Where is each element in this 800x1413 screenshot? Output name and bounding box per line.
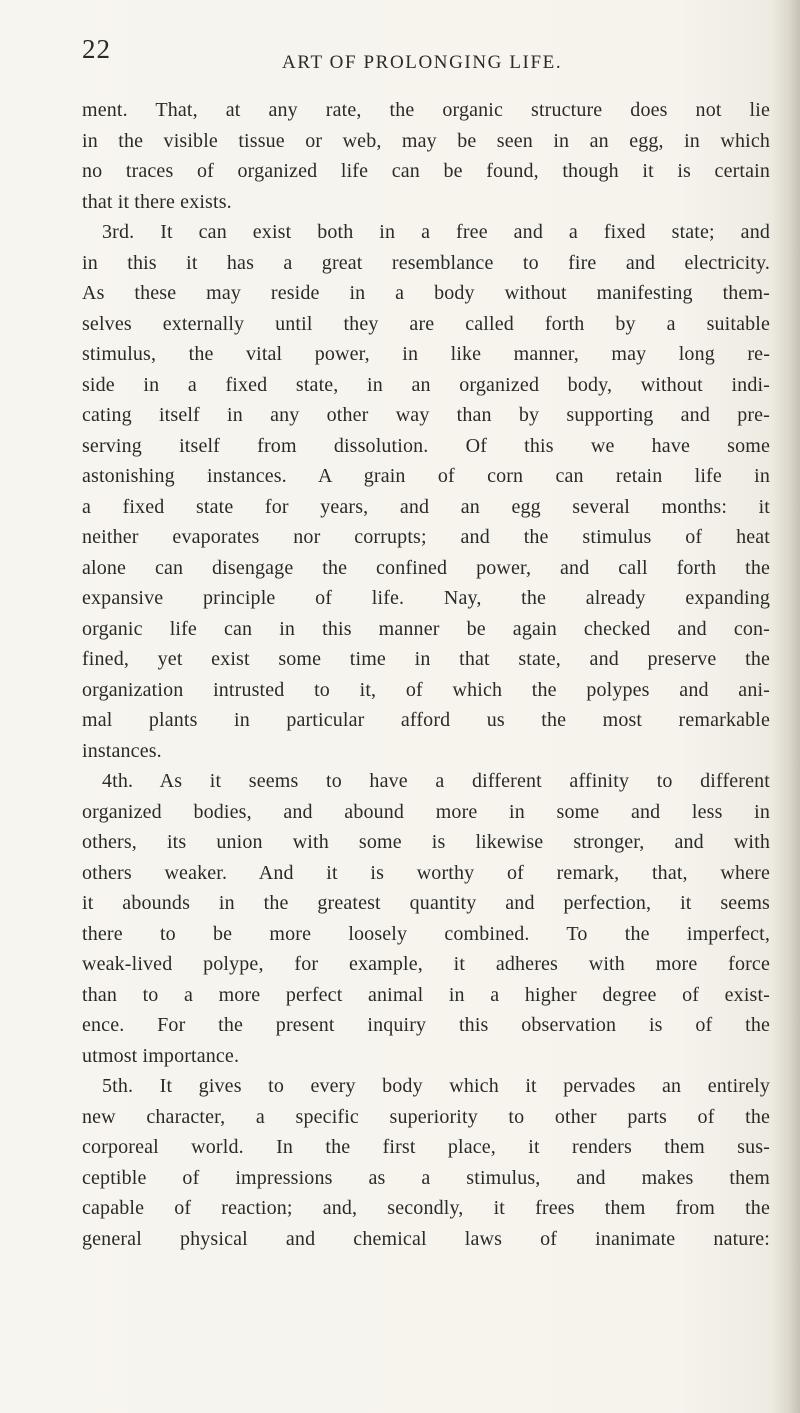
body-text — [82, 95, 770, 1254]
text-line: than to a more perfect animal in a higher degree of exist- — [82, 983, 770, 1006]
text-line: in the visible tissue or web, may be seen in an egg, in which — [82, 129, 770, 152]
text-line: new character, a specific superiority to other parts of the — [82, 1105, 770, 1128]
text-line: organization intrusted to it, of which the polypes and ani- — [82, 678, 770, 701]
text-line: organized bodies, and abound more in some and less in — [82, 800, 770, 823]
text-line: expansive principle of life. Nay, the already expanding — [82, 587, 770, 609]
page-number: 22 — [82, 34, 111, 64]
text-line: general physical and chemical laws of inanimate nature: — [82, 1227, 770, 1250]
text-line: 4th. As it seems to have a different affinity to different — [102, 770, 770, 792]
text-line: ceptible of impressions as a stimulus, and makes them — [82, 1166, 770, 1189]
text-line: in this it has a great resemblance to fire and electricity. — [82, 251, 770, 274]
text-line: a fixed state for years, and an egg several months: it — [82, 495, 770, 518]
text-line: 3rd. It can exist both in a free and a fixed state; and — [102, 221, 770, 243]
text-line: no traces of organized life can be found, though it is certain — [82, 160, 770, 182]
running-head: ART OF PROLONGING LIFE. — [282, 52, 563, 73]
text-line: ence. For the present inquiry this observation is of the — [82, 1014, 770, 1036]
text-line: neither evaporates nor corrupts; and the stimulus of heat — [82, 526, 770, 548]
page-edge-shadow — [772, 0, 800, 1413]
text-line: utmost importance. — [82, 1044, 240, 1067]
text-line: weak-lived polype, for example, it adheres with more force — [82, 953, 770, 975]
text-line: cating itself in any other way than by supporting and pre- — [82, 404, 770, 426]
text-line: others weaker. And it is worthy of remark, that, where — [82, 861, 770, 884]
text-line: capable of reaction; and, secondly, it frees them from the — [82, 1197, 770, 1219]
text-line: serving itself from dissolution. Of this we have some — [82, 434, 770, 457]
text-line: fined, yet exist some time in that state, and preserve the — [82, 648, 770, 670]
text-line: it abounds in the greatest quantity and perfection, it seems — [82, 892, 770, 914]
text-line: side in a fixed state, in an organized body, without indi- — [82, 373, 770, 396]
text-line: ment. That, at any rate, the organic structure does not lie — [82, 99, 770, 121]
text-line: 5th. It gives to every body which it pervades an entirely — [102, 1075, 770, 1097]
text-line: instances. — [82, 739, 162, 762]
page-header — [82, 30, 772, 80]
text-line: mal plants in particular afford us the most remarkable — [82, 709, 770, 731]
text-line: selves externally until they are called forth by a suitable — [82, 312, 770, 335]
text-line: astonishing instances. A grain of corn can retain life in — [82, 465, 770, 487]
text-line: alone can disengage the confined power, and call forth the — [82, 556, 770, 579]
text-line: As these may reside in a body without manifesting them- — [82, 282, 770, 304]
text-line: stimulus, the vital power, in like manner, may long re- — [82, 343, 770, 365]
text-line: organic life can in this manner be again checked and con- — [82, 617, 770, 640]
text-line: others, its union with some is likewise stronger, and with — [82, 831, 770, 853]
text-line: there to be more loosely combined. To the imperfect, — [82, 922, 770, 945]
text-line: that it there exists. — [82, 190, 232, 213]
text-line: corporeal world. In the first place, it renders them sus- — [82, 1136, 770, 1158]
